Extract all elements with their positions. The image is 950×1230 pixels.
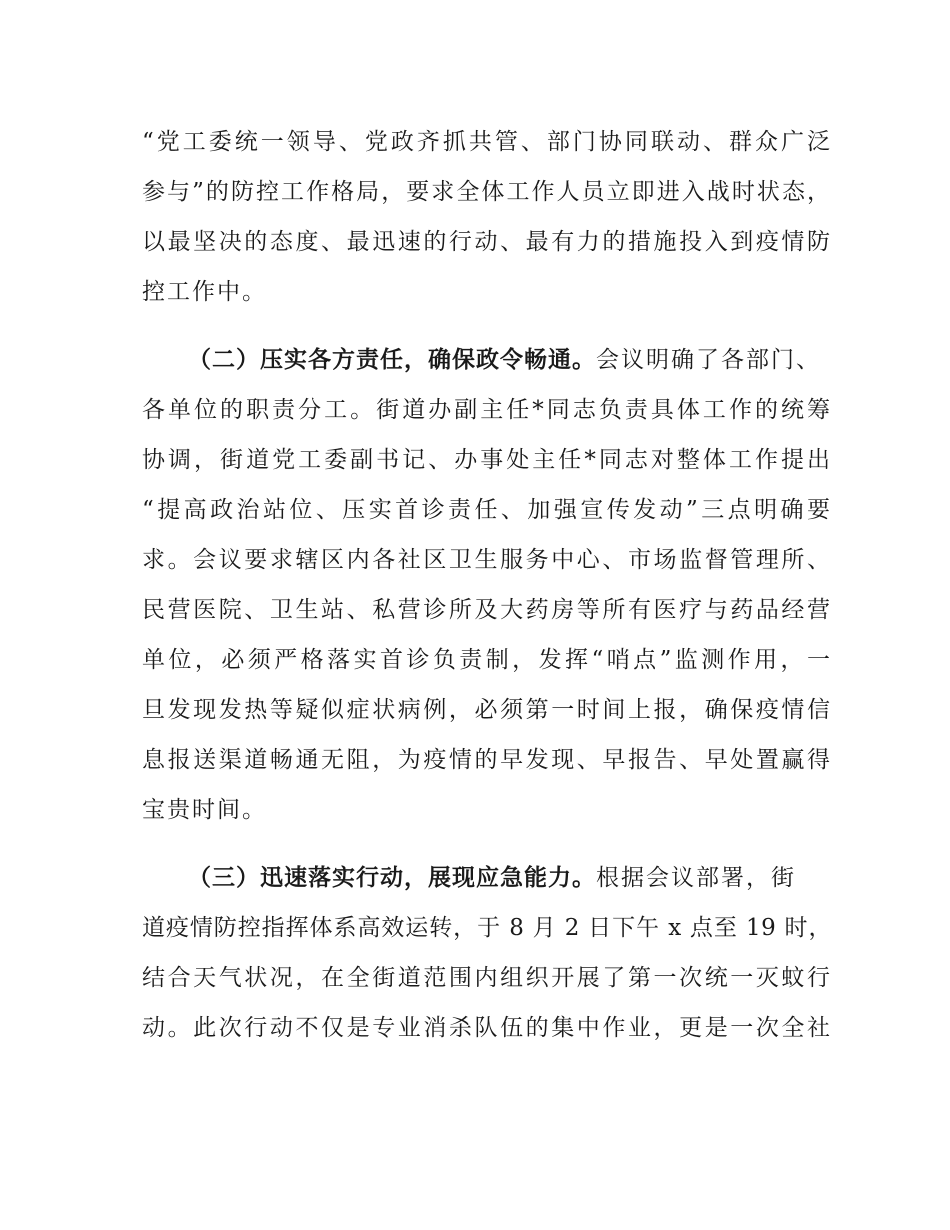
para2-line-1 — [188, 340, 832, 380]
para2-heading: （二）压实各方责任，确保政令畅通。 — [188, 346, 596, 373]
para3-line-3: 结合天气状况，在全街道范围内组织开展了第一次统一灭蚊行 — [142, 965, 832, 991]
para3-line-2: 道疫情防控指挥体系高效运转，于 8 月 2 日下午 x 点至 19 时， — [142, 915, 832, 941]
para3-line-4: 动。此次行动不仅是专业消杀队伍的集中作业，更是一次全社 — [142, 1015, 832, 1041]
para1-line-3: 以最坚决的态度、最迅速的行动、最有力的措施投入到疫情防 — [142, 229, 832, 255]
para2-line-5: 求。会议要求辖区内各社区卫生服务中心、市场监督管理所、 — [142, 547, 832, 573]
para3-first-rest: 根据会议部署，街 — [596, 865, 796, 891]
para2-line-6: 民营医院、卫生站、私营诊所及大药房等所有医疗与药品经营 — [142, 597, 832, 623]
para2-line-2: 各单位的职责分工。街道办副主任*同志负责具体工作的统筹 — [142, 397, 832, 423]
para1-line-1: “党工委统一领导、党政齐抓共管、部门协同联动、群众广泛 — [142, 129, 832, 155]
para1-line-2: 参与”的防控工作格局，要求全体工作人员立即进入战时状态， — [142, 179, 832, 205]
para2-line-4: “提高政治站位、压实首诊责任、加强宣传发动”三点明确要 — [142, 497, 832, 523]
para1-line-4: 控工作中。 — [142, 279, 267, 305]
para2-first-rest: 会议明确了各部门、 — [596, 347, 821, 373]
para2-line-7: 单位，必须严格落实首诊负责制，发挥“哨点”监测作用，一 — [142, 647, 832, 673]
para2-line-3: 协调，街道党工委副书记、办事处主任*同志对整体工作提出 — [142, 447, 832, 473]
para2-line-10: 宝贵时间。 — [142, 797, 267, 823]
para3-line-1 — [188, 858, 832, 898]
para3-heading: （三）迅速落实行动，展现应急能力。 — [188, 864, 596, 891]
para2-line-9: 息报送渠道畅通无阻，为疫情的早发现、早报告、早处置赢得 — [142, 747, 832, 773]
para2-line-8: 旦发现发热等疑似症状病例，必须第一时间上报，确保疫情信 — [142, 697, 832, 723]
